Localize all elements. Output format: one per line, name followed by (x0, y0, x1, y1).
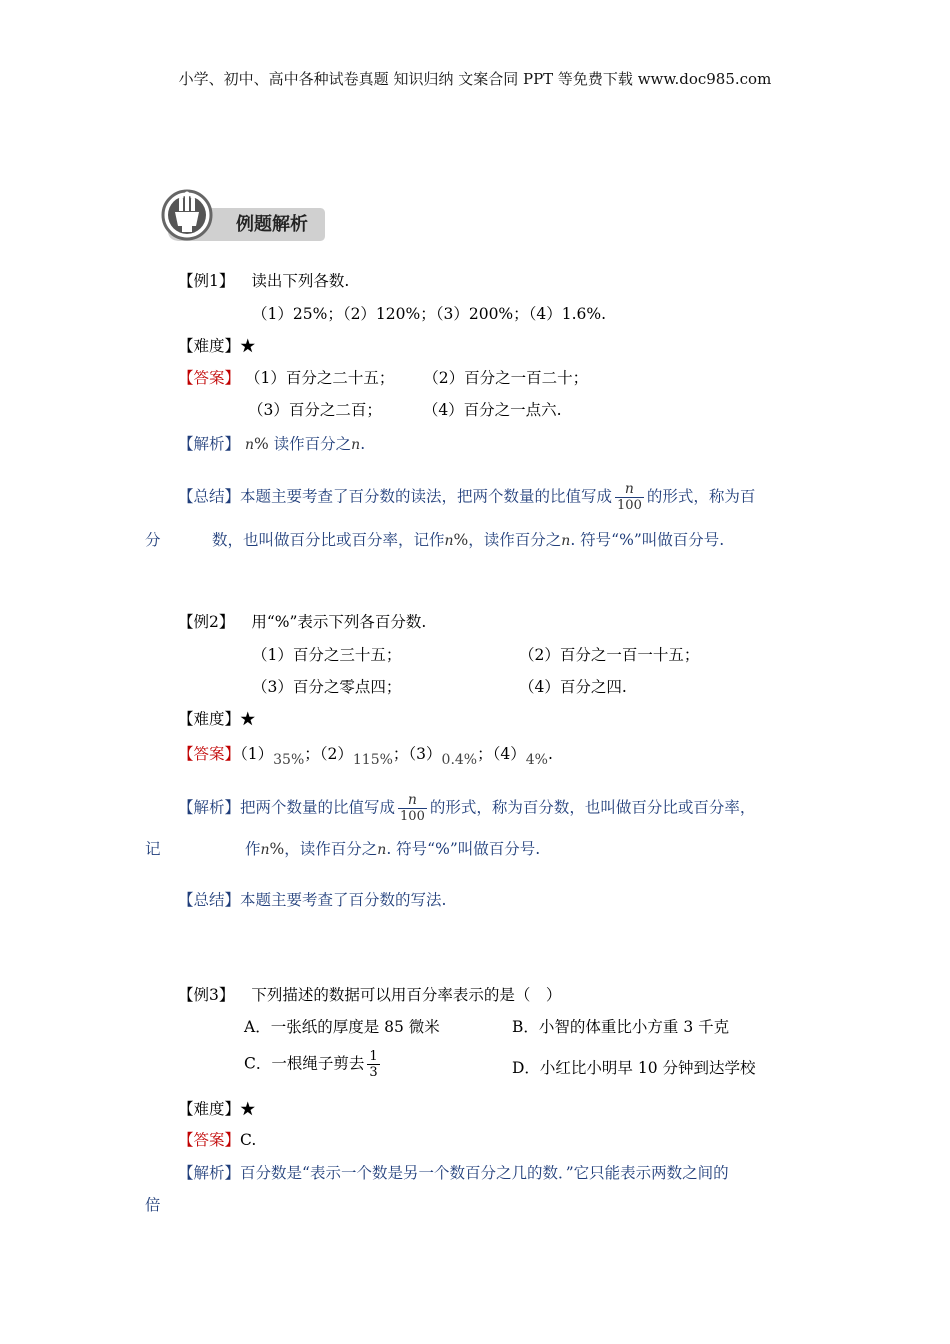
section-title: 例题解析 (236, 214, 308, 235)
example-1-label: 【例1】 (178, 272, 235, 290)
answer-label: 【答案】 (178, 1131, 241, 1149)
fraction-n-over-100 (615, 482, 644, 513)
answer-value-3: 0.4% (441, 752, 478, 768)
var-n-4: n (561, 533, 571, 549)
example-2-analysis-line-1 (178, 793, 755, 824)
difficulty-star: ★ (240, 1100, 256, 1118)
difficulty-star: ★ (240, 337, 256, 355)
example-3-analysis-line-1 (178, 1163, 729, 1183)
difficulty-star: ★ (240, 710, 256, 728)
difficulty-label: 【难度】 (178, 337, 241, 355)
answer-label: 【答案】 (178, 745, 241, 763)
difficulty-label: 【难度】 (178, 1100, 241, 1118)
analysis-text-e: ，读作百分之 (284, 840, 378, 858)
example-1-summary-line-1 (178, 482, 755, 513)
summary-text-b: 的形式，称为百 (646, 487, 756, 506)
var-n-3: n (444, 533, 454, 549)
fraction-one-third (367, 1049, 379, 1080)
difficulty-label: 【难度】 (178, 710, 241, 728)
fraction-numerator: 1 (369, 1049, 378, 1064)
answer-part-2: （2）百分之一百二十； (423, 369, 589, 387)
example-2-summary (178, 890, 446, 910)
example-1-difficulty (178, 336, 256, 356)
example-1-answer-row-1 (178, 368, 588, 388)
example-2-item-1: （1）百分之三十五； (252, 646, 402, 664)
answer-label: 【答案】 (178, 369, 241, 387)
answer-label-4: ；（4） (477, 745, 526, 763)
example-1-question (178, 271, 349, 291)
example-3-answer (178, 1130, 256, 1150)
analysis-text-f: . 符号“%”叫做百分号. (386, 840, 541, 858)
answer-value-4: 4% (525, 752, 548, 768)
answer-value-1: 35% (273, 752, 305, 768)
analysis-label: 【解析】 (178, 798, 241, 817)
answer-value-2: 115% (352, 752, 393, 768)
answer-label-3: ；（3） (392, 745, 442, 763)
summary-label: 【总结】 (178, 487, 241, 506)
example-1-summary-line-2 (212, 530, 724, 551)
analysis-label: 【解析】 (178, 435, 241, 453)
answer-end: . (547, 745, 553, 763)
fraction-denominator: 100 (400, 809, 425, 824)
var-n-2: n (377, 842, 387, 858)
summary-label: 【总结】 (178, 891, 241, 909)
var-n: n (244, 437, 254, 453)
option-d: D．小红比小明早 10 分钟到达学校 (512, 1059, 756, 1077)
example-2-question (178, 612, 426, 632)
fraction-n-over-100 (398, 793, 427, 824)
example-2-label: 【例2】 (178, 613, 235, 631)
example-2-analysis-line-2 (245, 839, 540, 860)
example-1-items: （1）25%；（2）120%；（3）200%；（4）1.6%. (252, 305, 607, 323)
summary-text-e: ，读作百分之 (468, 531, 562, 549)
fraction-numerator: n (624, 481, 634, 497)
example-3-difficulty (178, 1099, 256, 1119)
analysis-text-a: 把两个数量的比值写成 (240, 798, 396, 817)
example-2-difficulty (178, 709, 256, 729)
fraction-numerator: n (407, 792, 417, 808)
example-2-text: 用“%”表示下列各百分数. (251, 613, 427, 631)
summary-text: 本题主要考查了百分数的写法. (240, 891, 447, 909)
example-3-analysis-line-2: 倍 (145, 1196, 161, 1214)
example-3-question (178, 985, 561, 1005)
analysis-text: 读作百分之 (268, 435, 352, 453)
var-n: n (260, 842, 270, 858)
analysis-end: . (360, 435, 366, 453)
example-2-item-2: （2）百分之一百一十五； (519, 646, 700, 664)
analysis-text-d: 作 (245, 840, 261, 858)
pct-sign-2: % (453, 531, 469, 549)
answer-label-2: ；（2） (304, 745, 353, 763)
example-3-text: 下列描述的数据可以用百分率表示的是（ ） (251, 986, 562, 1004)
option-a: A．一张纸的厚度是 85 微米 (244, 1018, 440, 1036)
summary-text-a: 本题主要考查了百分数的读法，把两个数量的比值写成 (240, 487, 613, 506)
answer-part-1: （1）百分之二十五； (244, 369, 395, 387)
pct-sign: % (253, 435, 269, 453)
answer-value: C. (240, 1131, 257, 1149)
example-1-text: 读出下列各数. (251, 272, 350, 290)
analysis-label: 【解析】 (178, 1164, 241, 1182)
option-b: B．小智的体重比小方重 3 千克 (512, 1018, 730, 1036)
answer-part-4: （4）百分之一点六. (422, 401, 562, 419)
option-c (244, 1049, 383, 1080)
page-header: 小学、初中、高中各种试卷真题 知识归纳 文案合同 PPT 等免费下载 www.doc985.com (178, 70, 772, 88)
var-n-2: n (351, 437, 361, 453)
fraction-denominator: 100 (617, 498, 642, 513)
example-2-item-4: （4）百分之四. (519, 678, 627, 696)
answer-label-1: （1） (240, 745, 274, 763)
analysis-text-b: 的形式，称为百分数，也叫做百分比或百分率， (429, 798, 756, 817)
option-c-text: C．一根绳子剪去 (244, 1054, 365, 1073)
example-1-analysis (178, 434, 365, 455)
section-title-badge (160, 186, 330, 244)
summary-text-d: 数，也叫做百分比或百分率，记作 (212, 531, 445, 549)
answer-part-3: （3）百分之二百； (248, 401, 382, 419)
example-2-item-3: （3）百分之零点四； (252, 678, 402, 696)
example-3-label: 【例3】 (178, 986, 235, 1004)
example-1-summary-line-2a: 分 (145, 531, 161, 549)
example-1-answer-row-2 (248, 400, 562, 420)
example-2-analysis-line-2a: 记 (145, 840, 161, 858)
example-2-answer (178, 744, 553, 768)
fraction-denominator: 3 (369, 1065, 378, 1080)
summary-text-f: . 符号“%”叫做百分号. (570, 531, 725, 549)
pct-sign: % (269, 840, 285, 858)
analysis-text-a: 百分数是“表示一个数是另一个数百分之几的数．”它只能表示两数之间的 (240, 1164, 729, 1182)
